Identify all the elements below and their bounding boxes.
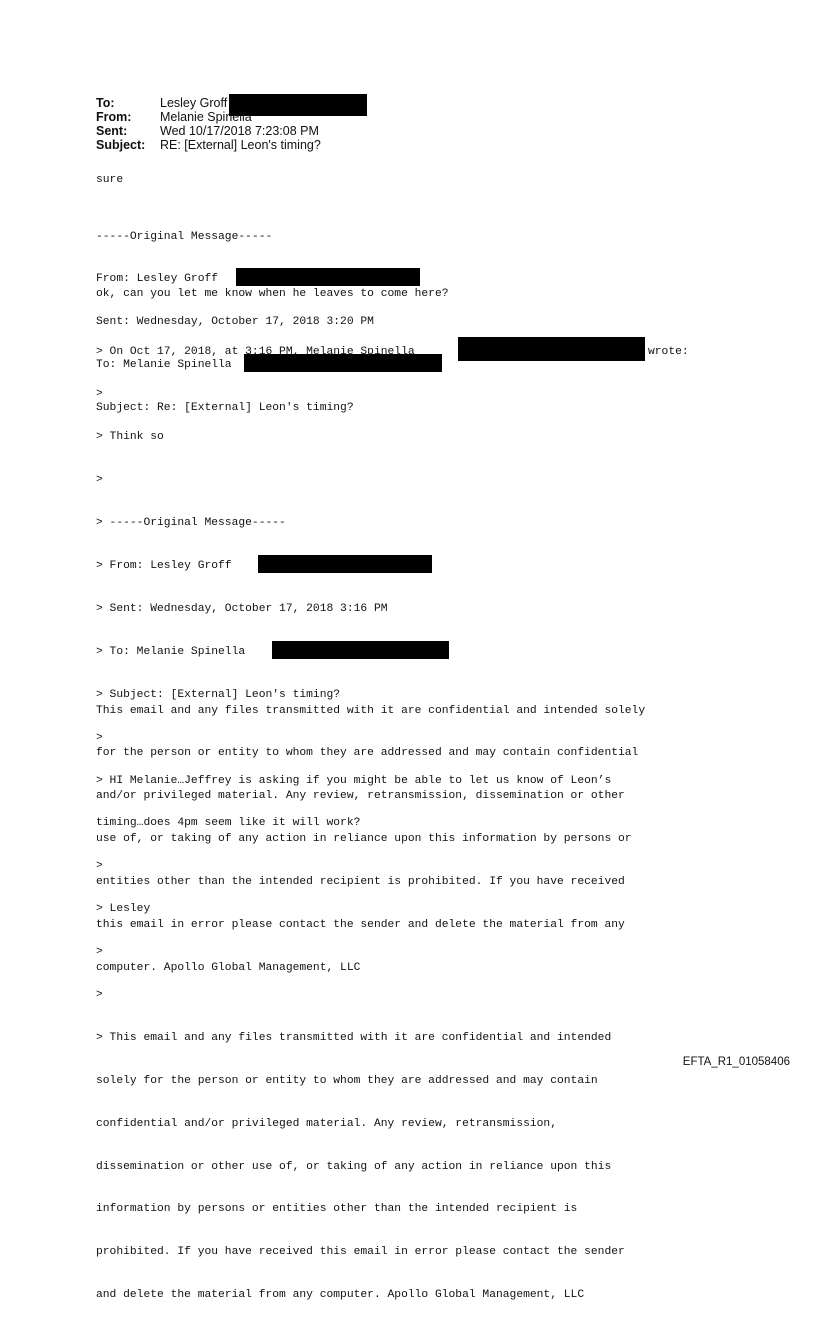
from-row — [96, 110, 367, 124]
disclaimer-line: use of, or taking of any action in reliance upon this information by persons or — [96, 833, 632, 846]
quoted-disclaimer-line: information by persons or entities other than the intended recipient is — [96, 1203, 578, 1216]
redaction-box — [258, 555, 432, 573]
quoted-sent: > Sent: Wednesday, October 17, 2018 3:16 PM — [96, 602, 388, 615]
quoted-disclaimer-line: dissemination or other use of, or taking of any action in reliance upon this — [96, 1160, 612, 1173]
to-row — [96, 96, 367, 110]
quoted-disclaimer-line: prohibited. If you have received this email in error please contact the sender — [96, 1246, 625, 1259]
document-id: EFTA_R1_01058406 — [682, 1056, 790, 1068]
disclaimer-line: computer. Apollo Global Management, LLC — [96, 961, 361, 974]
quoted-think-so: > Think so — [96, 431, 164, 444]
quoted-disclaimer-line: and delete the material from any computer. Apollo Global Management, LLC — [96, 1289, 585, 1302]
to-label: To: — [96, 96, 115, 110]
quoted-on-line: > On Oct 17, 2018, at 3:16 PM, Melanie Spinella wrote: — [96, 345, 625, 359]
disclaimer-line: this email in error please contact the sender and delete the material from any — [96, 919, 625, 932]
quoted-subject: > Subject: [External] Leon's timing? — [96, 688, 341, 701]
original-message-1-text: ok, can you let me know when he leaves to come here? — [96, 288, 449, 300]
reply-text: sure — [96, 174, 124, 186]
original-divider: -----Original Message----- — [96, 230, 273, 243]
quoted-wrote: wrote: — [648, 345, 689, 358]
redaction-box — [236, 268, 420, 286]
quoted-from: > From: Lesley Groff — [96, 559, 625, 573]
quoted-gt: > — [96, 731, 103, 744]
disclaimer-line: entities other than the intended recipient is prohibited. If you have received — [96, 876, 625, 889]
to-value: Lesley Groff — [160, 96, 228, 110]
quoted-gt: > — [96, 388, 103, 401]
quoted-disclaimer-line: solely for the person or entity to whom they are addressed and may contain — [96, 1074, 598, 1087]
subject-value: RE: [External] Leon's timing? — [160, 138, 321, 152]
redaction-box — [458, 337, 645, 361]
disclaimer-line: for the person or entity to whom they are addressed and may contain confidential — [96, 747, 639, 760]
quoted-to: > To: Melanie Spinella — [96, 645, 625, 659]
original-subject: Subject: Re: [External] Leon's timing? — [96, 402, 354, 415]
from-label: From: — [96, 110, 132, 124]
quoted-divider: > -----Original Message----- — [96, 517, 286, 530]
disclaimer-line: and/or privileged material. Any review, retransmission, dissemination or other — [96, 790, 625, 803]
quoted-disclaimer-line: confidential and/or privileged material. Any review, retransmission, — [96, 1117, 557, 1130]
quoted-message-line: timing…does 4pm seem like it will work? — [96, 817, 361, 830]
quoted-gt: > — [96, 860, 103, 873]
disclaimer — [96, 675, 645, 1004]
sent-label: Sent: — [96, 124, 128, 138]
original-sent: Sent: Wednesday, October 17, 2018 3:20 PM — [96, 316, 374, 329]
quoted-signature: > Lesley — [96, 903, 151, 916]
from-value: Melanie Spinella — [160, 110, 252, 124]
quoted-disclaimer-line: > This email and any files transmitted with it are confidential and intended — [96, 1031, 612, 1044]
subject-row — [96, 138, 367, 152]
original-to: To: Melanie Spinella — [96, 358, 374, 372]
disclaimer-line: This email and any files transmitted with it are confidential and intended solely — [96, 704, 646, 717]
quoted-gt: > — [96, 988, 103, 1001]
quoted-gt: > — [96, 946, 103, 959]
email-header — [96, 96, 367, 152]
sent-row — [96, 124, 367, 138]
sent-value: Wed 10/17/2018 7:23:08 PM — [160, 124, 319, 138]
original-from: From: Lesley Groff — [96, 272, 374, 286]
redaction-box — [272, 641, 449, 659]
subject-label: Subject: — [96, 138, 146, 152]
quoted-message-line: > HI Melanie…Jeffrey is asking if you might be able to let us know of Leon’s — [96, 774, 612, 787]
quoted-gt: > — [96, 474, 103, 487]
